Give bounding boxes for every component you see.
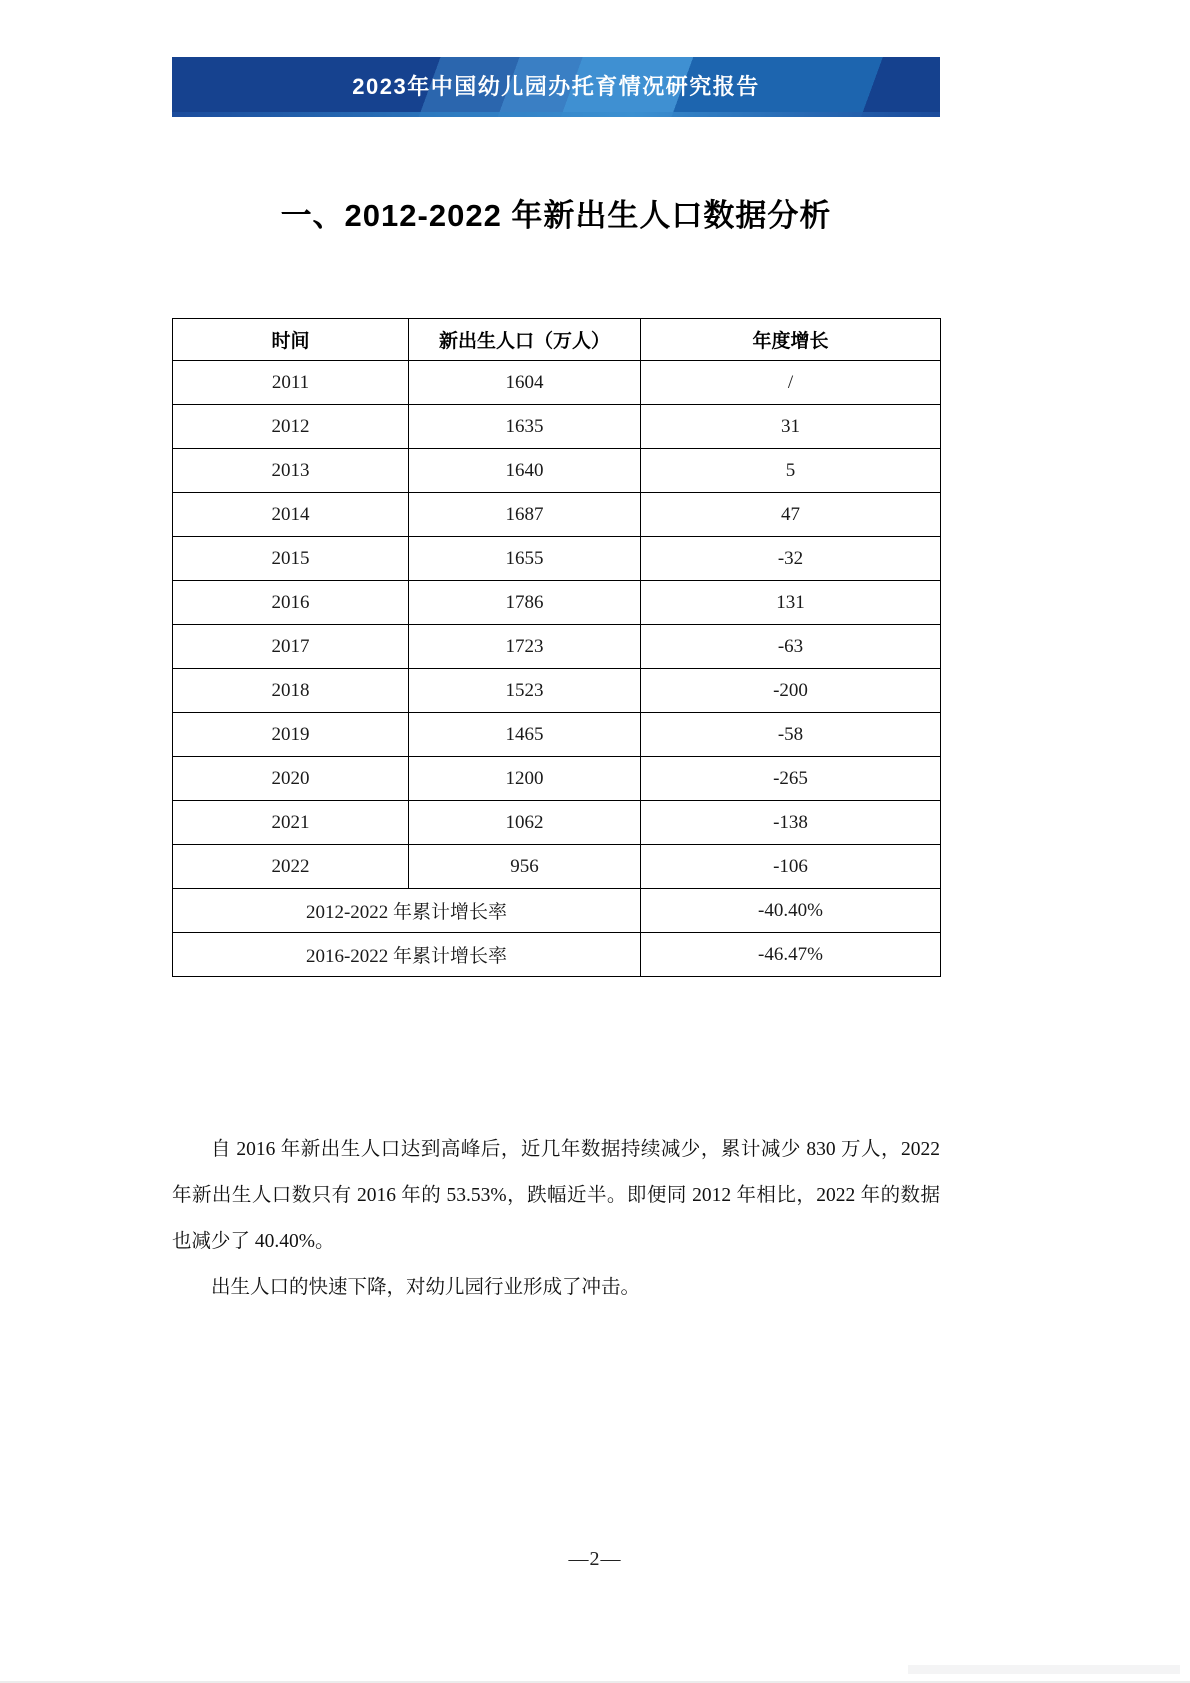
year-cell: 2020 [173, 757, 409, 801]
population-cell: 1062 [409, 801, 641, 845]
year-cell: 2012 [173, 405, 409, 449]
summary-label-cell: 2012-2022 年累计增长率 [173, 889, 641, 933]
birth-data-table [172, 318, 941, 977]
growth-cell: -106 [641, 845, 941, 889]
year-cell: 2022 [173, 845, 409, 889]
table-header-row [173, 319, 941, 361]
year-cell: 2021 [173, 801, 409, 845]
year-cell: 2015 [173, 537, 409, 581]
year-cell: 2014 [173, 493, 409, 537]
table-row [173, 361, 941, 405]
table-row [173, 801, 941, 845]
year-cell: 2013 [173, 449, 409, 493]
growth-cell: -63 [641, 625, 941, 669]
growth-cell: -58 [641, 713, 941, 757]
paragraph-analysis: 自 2016 年新出生人口达到高峰后，近几年数据持续减少，累计减少 830 万人，2022 年新出生人口数只有 2016 年的 53.53%，跌幅近半。即便同 2012 年相比，2022 年的数据也减少了 40.40%。 [172, 1139, 940, 1252]
table-row [173, 713, 941, 757]
summary-row [173, 889, 941, 933]
year-cell: 2011 [173, 361, 409, 405]
year-cell: 2018 [173, 669, 409, 713]
table-row [173, 493, 941, 537]
table-row [173, 669, 941, 713]
growth-cell: 131 [641, 581, 941, 625]
col-header-growth: 年度增长 [641, 319, 941, 361]
year-cell: 2016 [173, 581, 409, 625]
report-title: 2023年中国幼儿园办托育情况研究报告 [352, 74, 760, 99]
population-cell: 1200 [409, 757, 641, 801]
col-header-population: 新出生人口（万人） [409, 319, 641, 361]
page-number: —2— [568, 1548, 622, 1570]
summary-value-cell: -40.40% [641, 889, 941, 933]
growth-cell: -265 [641, 757, 941, 801]
population-cell: 1655 [409, 537, 641, 581]
section-heading: 一、2012-2022 年新出生人口数据分析 [280, 198, 832, 233]
population-cell: 1465 [409, 713, 641, 757]
growth-cell: 31 [641, 405, 941, 449]
population-cell: 1723 [409, 625, 641, 669]
analysis-text-block [172, 1127, 940, 1311]
year-cell: 2019 [173, 713, 409, 757]
growth-cell: 47 [641, 493, 941, 537]
summary-label-cell: 2016-2022 年累计增长率 [173, 933, 641, 977]
col-header-time: 时间 [173, 319, 409, 361]
table-row [173, 845, 941, 889]
table-row [173, 537, 941, 581]
table-row [173, 405, 941, 449]
table-row [173, 625, 941, 669]
population-cell: 1635 [409, 405, 641, 449]
year-cell: 2017 [173, 625, 409, 669]
growth-cell: -200 [641, 669, 941, 713]
bottom-watermark [908, 1665, 1180, 1674]
paragraph-impact: 出生人口的快速下降，对幼儿园行业形成了冲击。 [211, 1277, 641, 1298]
population-cell: 1604 [409, 361, 641, 405]
summary-row [173, 933, 941, 977]
population-cell: 1640 [409, 449, 641, 493]
growth-cell: 5 [641, 449, 941, 493]
table-row [173, 449, 941, 493]
population-cell: 1523 [409, 669, 641, 713]
table-row [173, 581, 941, 625]
growth-cell: / [641, 361, 941, 405]
growth-cell: -32 [641, 537, 941, 581]
population-cell: 1786 [409, 581, 641, 625]
population-cell: 956 [409, 845, 641, 889]
growth-cell: -138 [641, 801, 941, 845]
population-cell: 1687 [409, 493, 641, 537]
table-row [173, 757, 941, 801]
header-banner [172, 57, 940, 117]
summary-value-cell: -46.47% [641, 933, 941, 977]
